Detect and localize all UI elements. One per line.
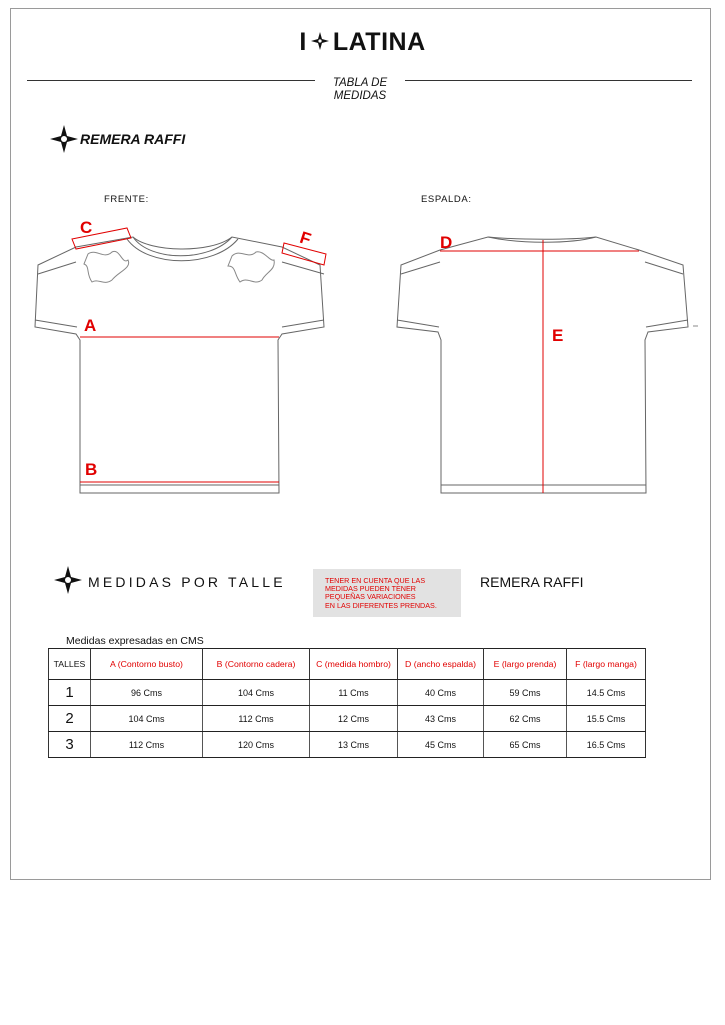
header-cell: A (Contorno busto) (91, 649, 203, 680)
back-measure-lines (440, 240, 639, 493)
brand-left: I (299, 28, 307, 56)
size-table (48, 648, 646, 758)
table-cell: 16.5 Cms (567, 732, 646, 758)
letter-e: E (552, 326, 564, 345)
note-line: EN LAS DIFERENTES PRENDAS. (325, 600, 437, 610)
letter-c: C (80, 218, 93, 237)
table-cell: 11 Cms (310, 680, 398, 706)
units-caption: Medidas expresadas en CMS (66, 635, 204, 647)
table-cell: 104 Cms (203, 680, 310, 706)
header-cell: B (Contorno cadera) (203, 649, 310, 680)
garment-diagram (0, 210, 725, 510)
header-rule-right (405, 80, 692, 81)
size-cell: 3 (49, 732, 91, 758)
letter-a: A (84, 316, 97, 335)
subtitle-line-1: TABLA DE (332, 77, 388, 89)
letter-f: F (297, 227, 314, 250)
size-cell: 2 (49, 706, 91, 732)
back-label: ESPALDA: (421, 194, 472, 205)
header-cell: E (largo prenda) (484, 649, 567, 680)
header-cell: TALLES (49, 649, 91, 680)
front-tshirt (35, 237, 324, 493)
header-cell: D (ancho espalda) (398, 649, 484, 680)
brand-right: LATINA (332, 28, 426, 56)
letter-d: D (440, 233, 453, 252)
brand-logo (0, 28, 725, 57)
section-product-name: REMERA RAFFI (480, 574, 584, 590)
size-cell: 1 (49, 680, 91, 706)
table-cell: 43 Cms (398, 706, 484, 732)
table-row (49, 732, 646, 758)
table-cell: 59 Cms (484, 680, 567, 706)
letter-b: B (85, 460, 98, 479)
four-point-star-icon (50, 125, 78, 153)
table-cell: 40 Cms (398, 680, 484, 706)
table-header-row (49, 649, 646, 680)
table-cell: 45 Cms (398, 732, 484, 758)
table-cell: 65 Cms (484, 732, 567, 758)
four-point-star-icon (54, 566, 82, 594)
header-cell: C (medida hombro) (310, 649, 398, 680)
table-row (49, 680, 646, 706)
table-cell: 13 Cms (310, 732, 398, 758)
table-row (49, 706, 646, 732)
table-cell: 96 Cms (91, 680, 203, 706)
note-line: MEDIDAS PUEDEN TENER (325, 584, 416, 594)
table-cell: 12 Cms (310, 706, 398, 732)
table-cell: 112 Cms (203, 706, 310, 732)
note-line: TENER EN CUENTA QUE LAS (325, 576, 426, 585)
table-cell: 120 Cms (203, 732, 310, 758)
front-measure-lines (72, 228, 326, 482)
front-label: FRENTE: (104, 194, 149, 205)
four-point-star-icon (311, 32, 329, 50)
variation-note (313, 569, 461, 617)
table-cell: 62 Cms (484, 706, 567, 732)
table-cell: 15.5 Cms (567, 706, 646, 732)
table-cell: 112 Cms (91, 732, 203, 758)
section-title: MEDIDAS POR TALLE (88, 574, 286, 590)
product-title: REMERA RAFFI (80, 131, 186, 147)
page-subtitle (300, 77, 420, 103)
note-line: PEQUEÑAS VARIACIONES (325, 592, 416, 602)
header-cell: F (largo manga) (567, 649, 646, 680)
table-cell: 14.5 Cms (567, 680, 646, 706)
header-rule-left (27, 80, 315, 81)
table-cell: 104 Cms (91, 706, 203, 732)
subtitle-line-2: MEDIDAS (333, 90, 387, 102)
